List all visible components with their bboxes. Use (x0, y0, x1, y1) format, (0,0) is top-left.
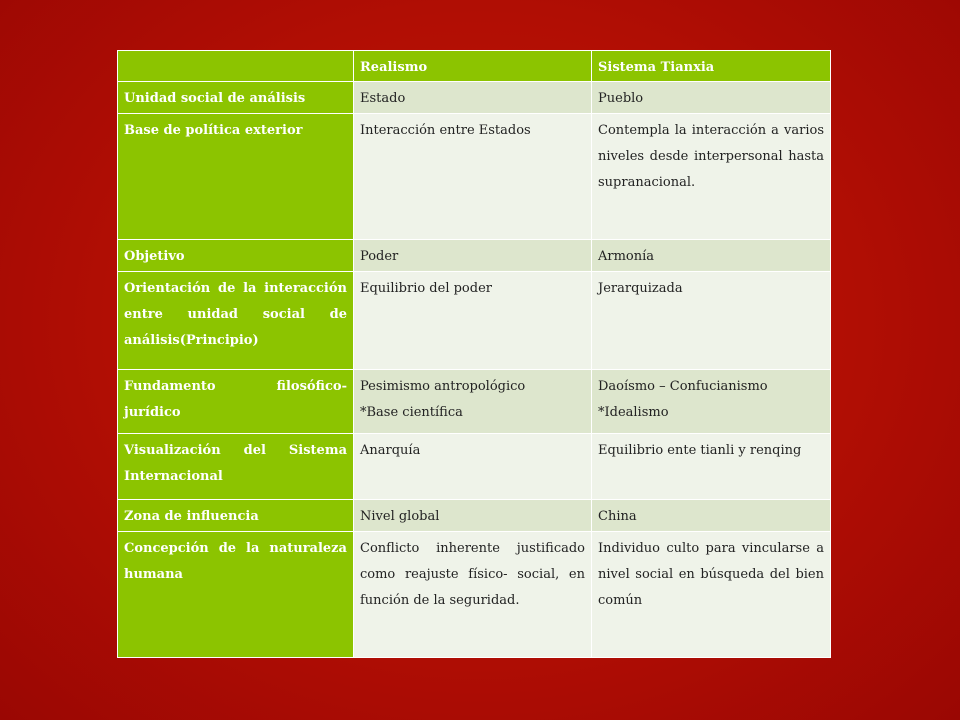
table-row (118, 500, 831, 532)
row-label: Orientación de la interacción entre unidad social de análisis(Principio) (118, 272, 354, 370)
cell-tianxia (592, 82, 831, 114)
header-realismo: Realismo (354, 51, 592, 82)
cell-text: Daoísmo – Confucianismo (598, 379, 768, 394)
table-row (118, 114, 831, 240)
cell-tianxia (592, 114, 831, 240)
cell-tianxia (592, 434, 831, 500)
cell-tianxia (592, 272, 831, 370)
cell-tianxia (592, 500, 831, 532)
cell-text: Interacción entre Estados (360, 123, 531, 138)
table-row (118, 370, 831, 434)
cell-tianxia (592, 370, 831, 434)
cell-text: Nivel global (360, 509, 440, 524)
cell-text: Pueblo (598, 91, 644, 106)
table-row (118, 240, 831, 272)
cell-realismo (354, 370, 592, 434)
table-row (118, 434, 831, 500)
cell-text: Equilibrio del poder (360, 281, 492, 296)
cell-text: Anarquía (360, 443, 421, 458)
cell-text: China (598, 509, 637, 524)
cell-tianxia (592, 532, 831, 658)
cell-text: Individuo culto para vincularse a nivel social en búsqueda del bien común (598, 541, 824, 608)
cell-realismo (354, 240, 592, 272)
cell-realismo (354, 272, 592, 370)
row-label: Zona de influencia (118, 500, 354, 532)
cell-text: Pesimismo antropológico (360, 379, 526, 394)
cell-realismo (354, 434, 592, 500)
row-label: Concepción de la naturaleza humana (118, 532, 354, 658)
cell-tianxia (592, 240, 831, 272)
row-label: Unidad social de análisis (118, 82, 354, 114)
row-label: Base de política exterior (118, 114, 354, 240)
comparison-table-container (117, 50, 830, 658)
cell-text: Armonía (598, 249, 655, 264)
cell-text: Poder (360, 249, 399, 264)
cell-text: Jerarquizada (598, 281, 683, 296)
table-row (118, 82, 831, 114)
table-row (118, 532, 831, 658)
cell-text: *Base científica (360, 405, 463, 420)
cell-text: *Idealismo (598, 405, 669, 420)
comparison-table (117, 50, 831, 658)
header-tianxia: Sistema Tianxia (592, 51, 831, 82)
header-row (118, 51, 831, 82)
cell-text: Equilibrio ente tianli y renqing (598, 443, 802, 458)
table-row (118, 272, 831, 370)
row-label: Objetivo (118, 240, 354, 272)
cell-text: Contempla la interacción a varios niveles desde interpersonal hasta supranacional. (598, 123, 824, 190)
cell-realismo (354, 500, 592, 532)
row-label: Fundamento filosófico- jurídico (118, 370, 354, 434)
header-corner (118, 51, 354, 82)
cell-text: Conflicto inherente justificado como reajuste físico- social, en función de la seguridad. (360, 541, 585, 608)
cell-text: Estado (360, 91, 406, 106)
cell-realismo (354, 114, 592, 240)
cell-realismo (354, 82, 592, 114)
cell-realismo (354, 532, 592, 658)
row-label: Visualización del Sistema Internacional (118, 434, 354, 500)
